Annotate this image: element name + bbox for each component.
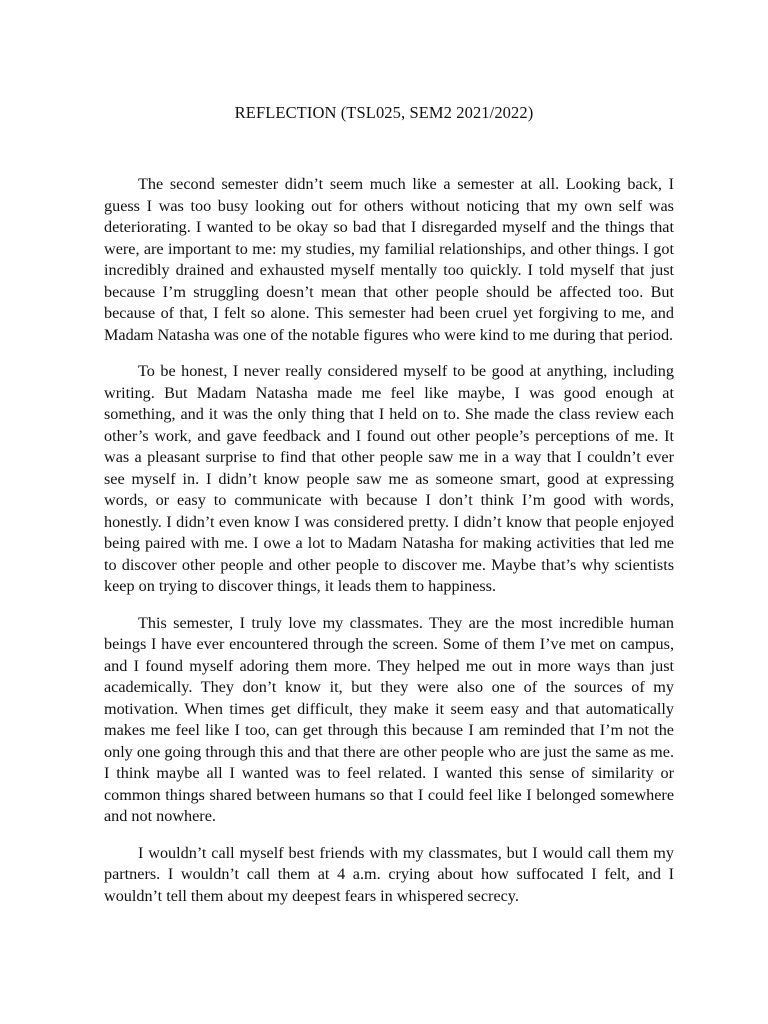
document-body [104,174,674,922]
paragraph-1: The second semester didn’t seem much like a semester at all. Looking back, I guess I was too busy looking out for others without noticing that my own self was deteriorating. I wanted to be okay so bad that I disregarded myself and the things that were, are important to me: my studies, my familial relationships, and other things. I got incredibly drained and exhausted myself mentally too quickly. I told myself that just because I’m struggling doesn’t mean that other people should be affected too. But because of that, I felt so alone. This semester had been cruel yet forgiving to me, and Madam Natasha was one of the notable figures who were kind to me during that period. [104,175,674,344]
document-title: REFLECTION (TSL025, SEM2 2021/2022) [234,103,534,122]
paragraph-3: This semester, I truly love my classmates. They are the most incredible human beings I have ever encountered through the screen. Some of them I’ve met on campus, and I found myself adoring them more. They helped me out in more ways than just academically. They don’t know it, but they were also one of the sources of my motivation. When times get difficult, they make it seem easy and that automatically makes me feel like I too, can get through this because I am reminded that I’m not the only one going through this and that there are other people who are just the same as me. I think maybe all I wanted was to feel related. I wanted this sense of similarity or common things shared between humans so that I could feel like I belonged somewhere and not nowhere. [104,613,674,825]
paragraph-2: To be honest, I never really considered myself to be good at anything, including writing. But Madam Natasha made me feel like maybe, I was good enough at something, and it was the only thing that I held on to. She made the class review each other’s work, and gave feedback and I found out other people’s perceptions of me. It was a pleasant surprise to find that other people saw me in a way that I couldn’t ever see myself in. I didn’t know people saw me as someone smart, good at expressing words, or easy to communicate with because I don’t think I’m good with words, honestly. I didn’t even know I was considered pretty. I didn’t know that people enjoyed being paired with me. I owe a lot to Madam Natasha for making activities that led me to discover other people and other people to discover me. Maybe that’s why scientists keep on trying to discover things, it leads them to happiness. [104,362,674,595]
paragraph-4: I wouldn’t call myself best friends with my classmates, but I would call them my partners. I wouldn’t call them at 4 a.m. crying about how suffocated I felt, and I wouldn’t tell them about my deepest fears in whispered secrecy. [104,843,674,905]
